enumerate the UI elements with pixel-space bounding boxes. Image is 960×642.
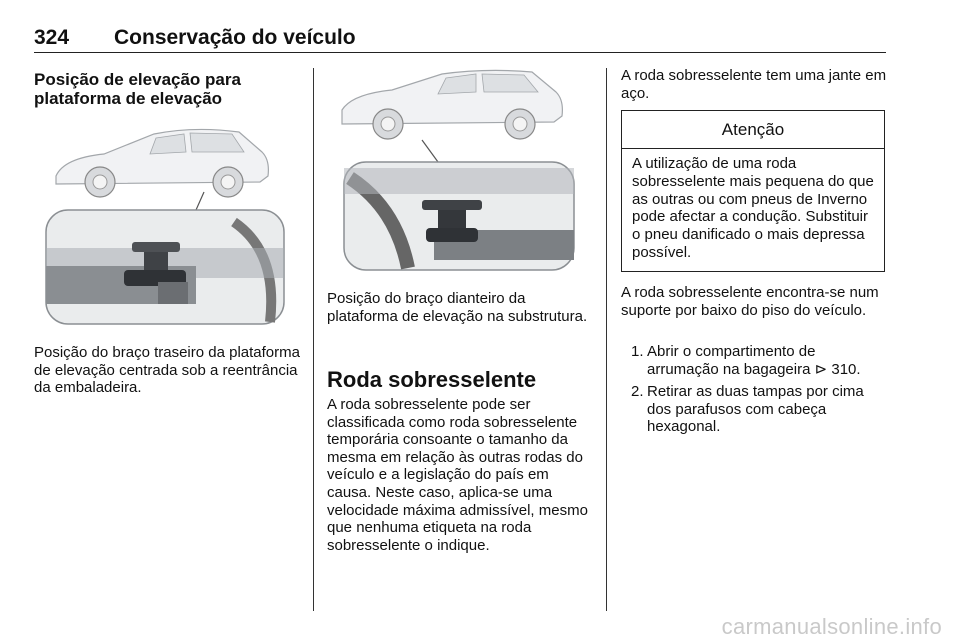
list-item (621, 343, 889, 378)
front-arm-caption: Posição do braço dianteiro da plataforma de elevação na substrutura. (327, 290, 588, 325)
page-ref-icon: ⊳ (814, 360, 828, 378)
section-heading-lift-position: Posição de elevação para plataforma de elevação (34, 70, 241, 108)
step-number: 1. (631, 343, 644, 360)
warning-box (621, 110, 885, 272)
steel-rim-text: A roda sobresselente tem uma jante em aço. (621, 67, 887, 102)
warning-text: A utilização de uma roda sobresselente mais pequena do que as outras ou com pneus de Inverno pode afectar a condução. Substituir o pneu danificado o mais depressa possível. (632, 155, 874, 261)
rear-arm-caption: Posição do braço traseiro da plataforma de elevação centrada sob a reentrância da embaladeira. (34, 344, 300, 397)
column-divider-left (313, 68, 314, 611)
page-ref-link[interactable]: 310. (827, 360, 861, 378)
step-text: Retirar as duas tampas por cima dos parafusos com cabeça hexagonal. (647, 383, 864, 436)
spare-location-text: A roda sobresselente encontra-se num suporte por baixo do piso do veículo. (621, 284, 879, 319)
page-number: 324 (34, 26, 70, 49)
rear-lift-arm-illustration (34, 112, 298, 330)
column-divider-right (606, 68, 607, 611)
warning-title: Atenção (622, 111, 884, 149)
list-item (621, 383, 889, 436)
steps-list (621, 343, 889, 441)
spare-wheel-body: A roda sobresselente pode ser classificada como roda sobresselente temporária consoante o tamanho da mesma em relação às outras rodas do veículo e a legislação do país em causa. Neste caso, aplica-se uma velocidade máxima admissível, mesmo que nenhuma etiqueta na roda sobresselente o indique. (327, 396, 588, 554)
page-header (34, 26, 886, 53)
front-lift-arm-illustration (326, 68, 594, 278)
step-text: Abrir o compartimento de arrumação na bagageira (647, 343, 816, 378)
step-number: 2. (631, 383, 644, 401)
section-heading-spare-wheel: Roda sobresselente (327, 367, 537, 392)
watermark: carmanualsonline.info (721, 614, 942, 639)
page-title: Conservação do veículo (114, 26, 356, 49)
